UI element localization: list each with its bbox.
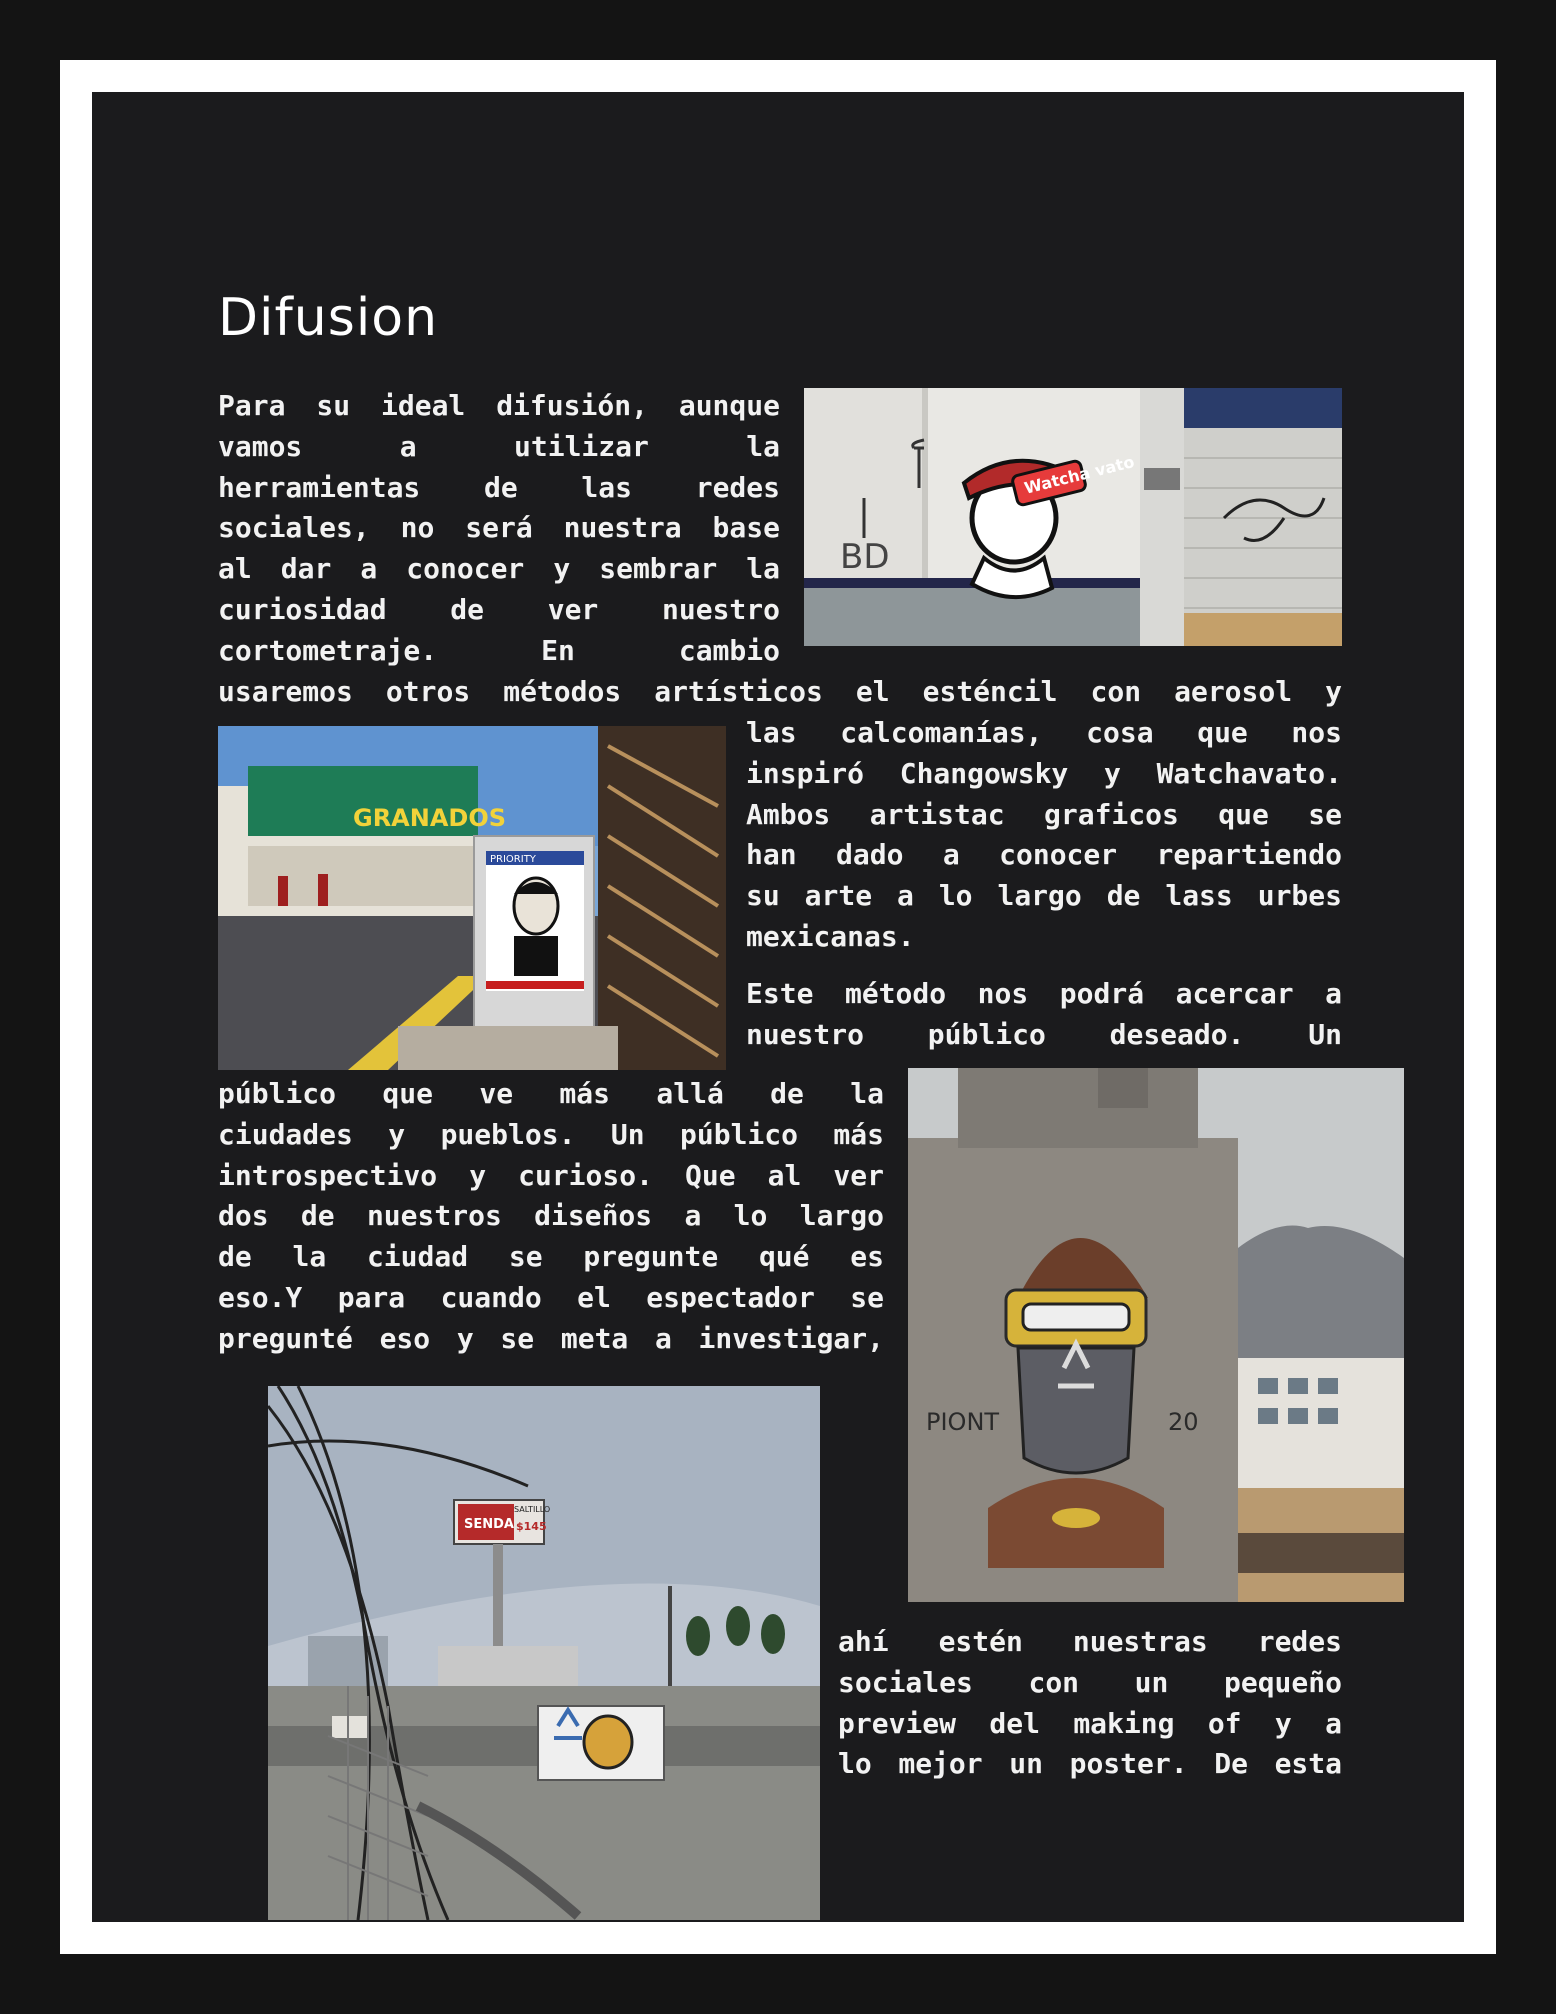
paragraph-1-left bbox=[218, 386, 780, 672]
text-line: inspiró Changowsky y Watchavato. bbox=[746, 756, 1342, 790]
photo-sticker-label: PRIORITY bbox=[490, 854, 536, 865]
paragraph-1-full bbox=[218, 672, 1342, 713]
paragraph-1-right bbox=[746, 713, 1342, 958]
photo-street-sticker bbox=[218, 726, 726, 1070]
text-line: pregunté eso y se meta a investigar, bbox=[218, 1321, 884, 1355]
photo-tower-mural-image bbox=[908, 1068, 1404, 1602]
photo-watchavato-wall-image bbox=[804, 388, 1342, 646]
text-line: sociales con un pequeño bbox=[838, 1665, 1342, 1699]
text-line: Para su ideal difusión, aunque bbox=[218, 389, 780, 422]
text-line: cortometraje. En cambio bbox=[218, 633, 780, 667]
photo-billboard-street bbox=[268, 1386, 820, 1920]
photo-wall-tag: BD bbox=[840, 537, 890, 577]
photo-billboard-price: $145 bbox=[516, 1520, 547, 1533]
text-line: lo mejor un poster. De esta bbox=[838, 1747, 1342, 1781]
photo-billboard-city: SALTILLO bbox=[514, 1505, 551, 1514]
text-line: de la ciudad se pregunte qué es bbox=[218, 1240, 884, 1274]
text-line: herramientas de las redes bbox=[218, 470, 780, 504]
text-line: vamos a utilizar la bbox=[218, 429, 780, 463]
text-line: público que ve más allá de la bbox=[218, 1077, 884, 1110]
text-line: preview del making of y a bbox=[838, 1706, 1342, 1740]
photo-street-sticker-image bbox=[218, 726, 726, 1070]
paragraph-2-left bbox=[218, 1074, 884, 1360]
text-line: han dado a conocer repartiendo bbox=[746, 838, 1342, 872]
text-line: las calcomanías, cosa que nos bbox=[746, 716, 1342, 749]
photo-mural-tag-right: 20 bbox=[1168, 1408, 1199, 1436]
text-line: mexicanas. bbox=[746, 919, 915, 953]
page-title: Difusion bbox=[218, 288, 439, 348]
text-line: dos de nuestros diseños a lo largo bbox=[218, 1199, 884, 1233]
photo-billboard-street-image bbox=[268, 1386, 820, 1920]
text-line: eso.Y para cuando el espectador se bbox=[218, 1280, 884, 1314]
text-line: sociales, no será nuestra base bbox=[218, 511, 780, 545]
photo-store-sign: GRANADOS bbox=[353, 804, 507, 832]
text-line: ciudades y pueblos. Un público más bbox=[218, 1117, 884, 1151]
photo-sticker-text: Watcha vato bbox=[1022, 452, 1137, 498]
paragraph-3 bbox=[838, 1622, 1342, 1785]
paragraph-2-top bbox=[746, 974, 1342, 1056]
text-line: Ambos artistac graficos que se bbox=[746, 797, 1342, 831]
text-line: al dar a conocer y sembrar la bbox=[218, 552, 780, 586]
text-line: curiosidad de ver nuestro bbox=[218, 592, 780, 626]
photo-billboard-brand: SENDA bbox=[464, 1517, 514, 1532]
text-line: ahí estén nuestras redes bbox=[838, 1625, 1342, 1658]
text-line: introspectivo y curioso. Que al ver bbox=[218, 1158, 884, 1192]
photo-tower-mural bbox=[908, 1068, 1404, 1602]
text-line: nuestro público deseado. Un bbox=[746, 1017, 1342, 1051]
text-line: usaremos otros métodos artísticos el esténcil con aerosol y bbox=[218, 675, 1342, 708]
photo-mural-tag-left: PIONT bbox=[926, 1408, 1000, 1436]
text-line: Este método nos podrá acercar a bbox=[746, 977, 1342, 1010]
photo-watchavato-wall bbox=[804, 388, 1342, 646]
text-line: su arte a lo largo de lass urbes bbox=[746, 879, 1342, 913]
